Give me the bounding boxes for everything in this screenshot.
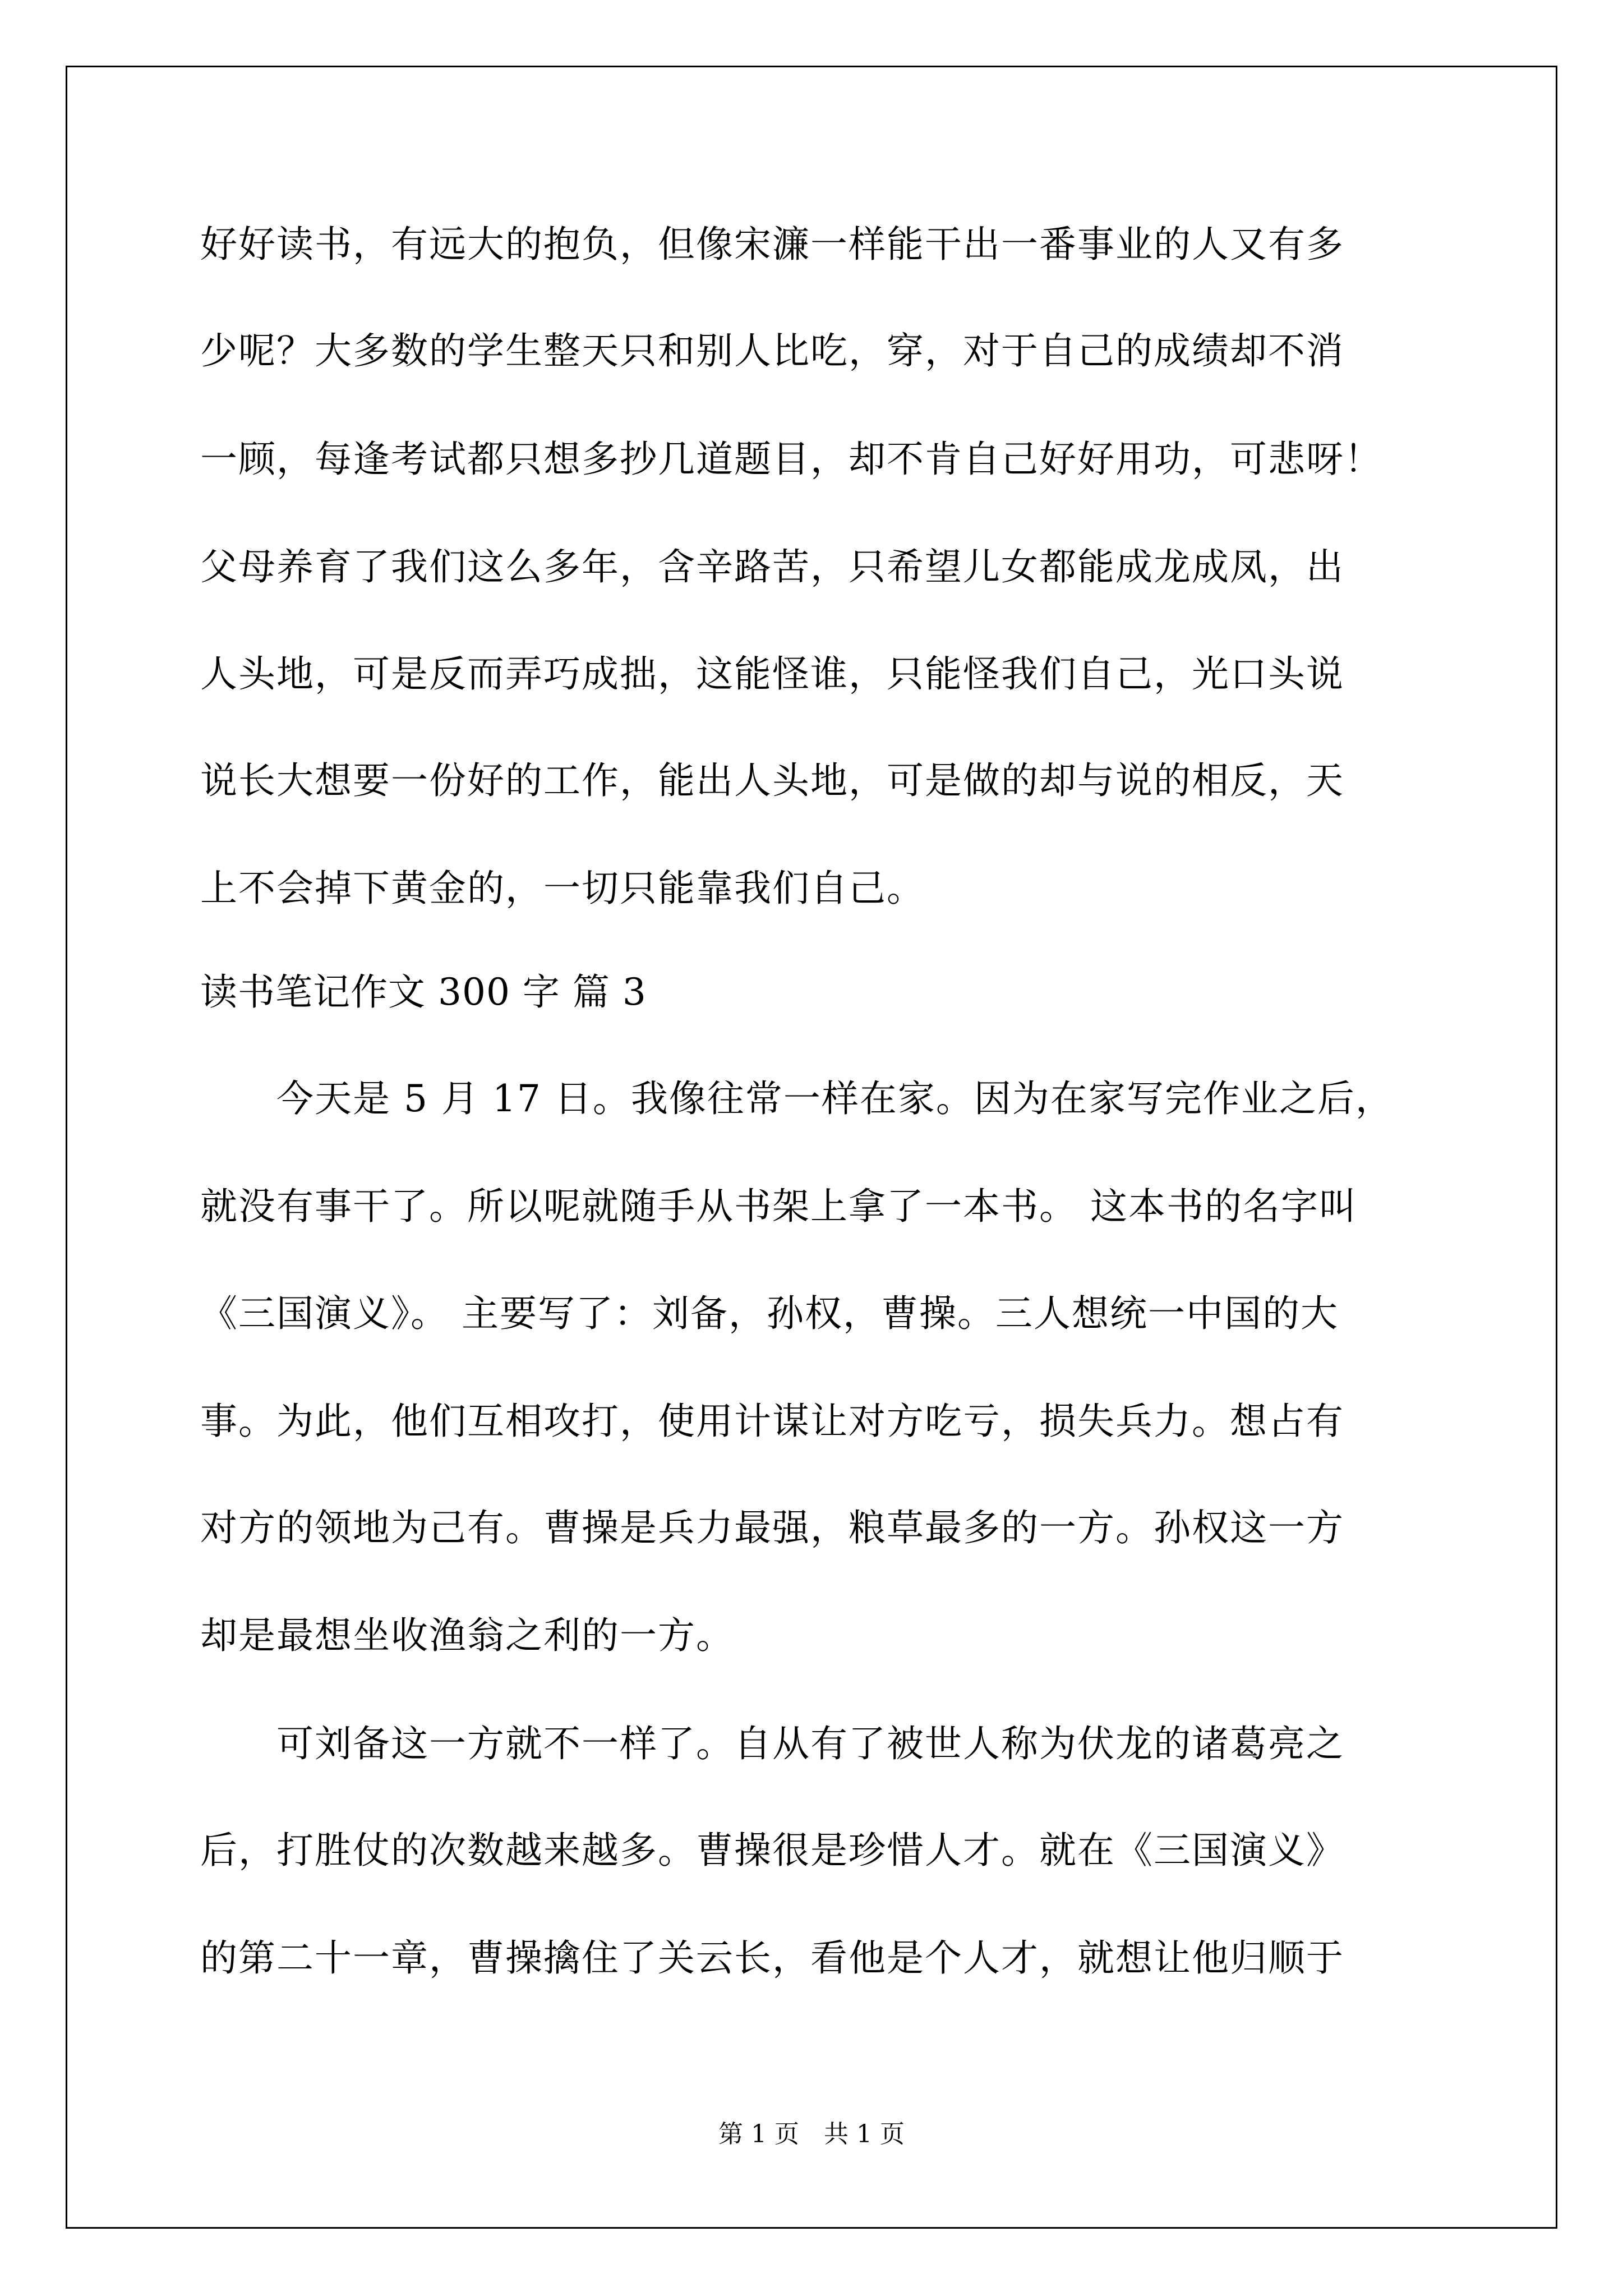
paragraph-1-line: 一顾，每逢考试都只想多抄几道题目，却不肯自己好好用功，可悲呀！ — [200, 438, 1382, 481]
paragraph-2-line: 却是最想坐收渔翁之利的一方。 — [200, 1614, 734, 1657]
paragraph-1-line: 上不会掉下黄金的，一切只能靠我们自己。 — [200, 867, 925, 910]
paragraph-2-line: 事。为此，他们互相攻打，使用计谋让对方吃亏，损失兵力。想占有 — [200, 1400, 1344, 1443]
paragraph-3-line: 可刘备这一方就不一样了。自从有了被世人称为伏龙的诸葛亮之 — [200, 1722, 1344, 1765]
paragraph-1-line: 父母养育了我们这么多年，含辛路苦，只希望儿女都能成龙成凤，出 — [200, 545, 1344, 588]
paragraph-2-line: 《三国演义》。 主要写了：刘备，孙权，曹操。三人想统一中国的大 — [200, 1292, 1339, 1335]
paragraph-1-line: 说长大想要一份好的工作，能出人头地，可是做的却与说的相反，天 — [200, 759, 1344, 802]
paragraph-3-line: 的第二十一章，曹操擒住了关云长，看他是个人才，就想让他归顺于 — [200, 1936, 1344, 1980]
paragraph-1-line: 好好读书，有远大的抱负，但像宋濂一样能干出一番事业的人又有多 — [200, 223, 1344, 266]
section-heading: 读书笔记作文 300 字 篇 3 — [200, 970, 647, 1014]
page-footer: 第 1 页 共 1 页 — [718, 2120, 905, 2148]
paragraph-2-line: 今天是 5 月 17 日。我像往常一样在家。因为在家写完作业之后， — [200, 1077, 1394, 1120]
paragraph-1-line: 少呢？大多数的学生整天只和别人比吃，穿，对于自己的成绩却不消 — [200, 329, 1344, 372]
paragraph-2-line: 对方的领地为己有。曹操是兵力最强，粮草最多的一方。孙权这一方 — [200, 1506, 1344, 1549]
page-border — [66, 66, 1557, 2229]
paragraph-1-line: 人头地，可是反而弄巧成拙，这能怪谁，只能怪我们自己，光口头说 — [200, 652, 1344, 696]
paragraph-2-line: 就没有事干了。所以呢就随手从书架上拿了一本书。 这本书的名字叫 — [200, 1185, 1357, 1228]
paragraph-3-line: 后，打胜仗的次数越来越多。曹操很是珍惜人才。就在《三国演义》 — [200, 1829, 1344, 1872]
